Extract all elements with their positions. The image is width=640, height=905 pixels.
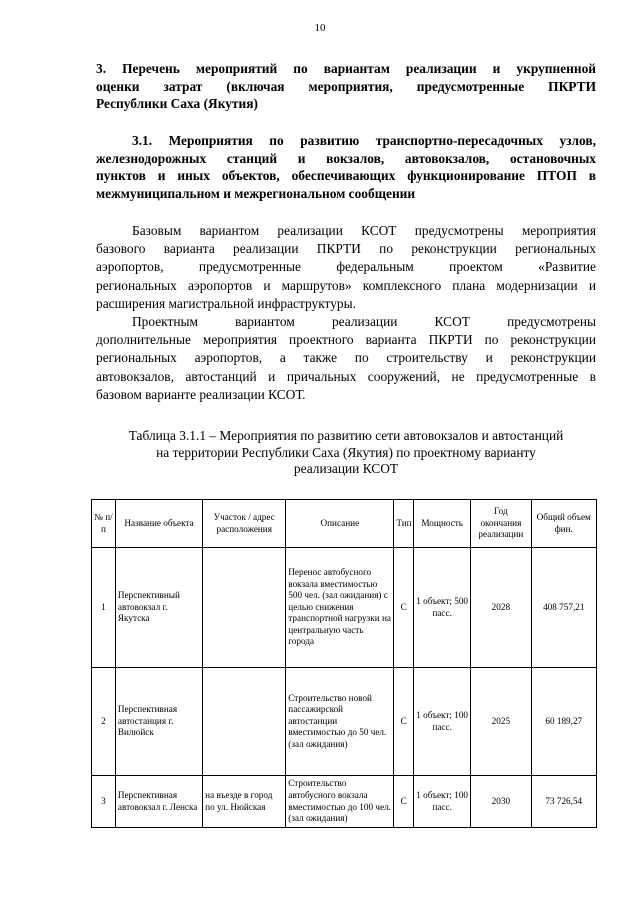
heading-line: Республики Саха (Якутия): [96, 96, 258, 112]
cell-num: 3: [92, 776, 116, 828]
heading-line: межмуниципальном и межрегиональном сообщении: [96, 185, 416, 201]
table-header-row: [92, 500, 597, 548]
cell-year: 2025: [471, 668, 531, 776]
cell-year: 2028: [471, 548, 531, 668]
heading-line: 3. Перечень мероприятий по вариантам реализации и укрупненной: [96, 61, 596, 76]
table-row: [92, 668, 597, 776]
header-year: Год окончания реализации: [471, 500, 531, 548]
bus-stations-table: [91, 499, 597, 828]
cell-name: Перспективная автовокзал г. Ленска: [115, 776, 202, 828]
paragraph-line: региональных аэропортов, а также по строительству и реконструкции: [96, 350, 596, 366]
cell-capacity: 1 объект; 100 пасс.: [414, 776, 471, 828]
caption-line: на территории Республики Саха (Якутия) по проектному варианту: [156, 444, 536, 460]
cell-amount: 73 726,54: [531, 776, 597, 828]
cell-description: Строительство новой пассажирской автостанции вместимостью до 50 чел. (зал ожидания): [286, 668, 394, 776]
caption-line: Таблица 3.1.1 – Мероприятия по развитию сети автовокзалов и автостанций: [128, 428, 564, 443]
paragraph-line: региональных аэропортов и маршрутов» комплексного плана модернизации и: [96, 277, 596, 293]
paragraph-line: дополнительные мероприятия проектного варианта ПКРТИ по реконструкции: [96, 332, 596, 348]
paragraph-line: базового варианта реализации ПКРТИ по реконструкции региональных: [96, 241, 596, 257]
section-heading: [96, 60, 596, 113]
cell-type: С: [394, 668, 414, 776]
cell-name: Перспективный автовокзал г. Якутска: [115, 548, 202, 668]
cell-location: на въезде в город по ул. Нюйская: [203, 776, 286, 828]
paragraph-line: Проектным вариантом реализации КСОТ предусмотрены: [132, 314, 596, 329]
cell-description: Перенос автобусного вокзала вместимостью 500 чел. (зал ожидания) с целью снижения транспортной нагрузки на центральную часть города: [286, 548, 394, 668]
cell-num: 2: [92, 668, 116, 776]
heading-line: оценки затрат (включая мероприятия, предусмотренные ПКРТИ: [96, 78, 596, 94]
cell-name: Перспективная автостанция г. Вилюйск: [115, 668, 202, 776]
header-amount: Общий объем фин.: [531, 500, 597, 548]
page-number: 10: [314, 22, 326, 34]
cell-type: С: [394, 548, 414, 668]
cell-year: 2030: [471, 776, 531, 828]
caption-line: реализации КСОТ: [293, 461, 399, 477]
heading-line: 3.1. Мероприятия по развитию транспортно-пересадочных узлов,: [132, 133, 596, 148]
cell-num: 1: [92, 548, 116, 668]
header-name: Название объекта: [115, 500, 202, 548]
cell-capacity: 1 объект; 100 пасс.: [414, 668, 471, 776]
paragraph-line: аэропортов, предусмотренные федеральным проектом «Развитие: [96, 259, 596, 275]
paragraph-line: расширения магистральной инфраструктуры.: [96, 295, 356, 311]
header-capacity: Мощность: [414, 500, 471, 548]
header-location: Участок / адрес расположения: [203, 500, 286, 548]
paragraph-base-variant: [96, 222, 596, 313]
table-caption: [96, 428, 596, 478]
header-type: Тип: [394, 500, 414, 548]
table-row: [92, 776, 597, 828]
paragraph-line: Базовым вариантом реализации КСОТ предусмотрены мероприятия: [132, 223, 596, 238]
header-description: Описание: [286, 500, 394, 548]
paragraph-line: базовом варианте реализации КСОТ.: [96, 386, 306, 402]
cell-amount: 408 757,21: [531, 548, 597, 668]
table-row: [92, 548, 597, 668]
heading-line: пунктов и иных объектов, обеспечивающих функционирование ПТОП в: [96, 168, 596, 184]
cell-amount: 60 189,27: [531, 668, 597, 776]
cell-description: Строительство автобусного вокзала вместимостью до 100 чел. (зал ожидания): [286, 776, 394, 828]
header-num: № п/п: [92, 500, 116, 548]
paragraph-line: автовокзалов, автостанций и причальных сооружений, не предусмотренные в: [96, 368, 596, 384]
cell-location: [203, 668, 286, 776]
subsection-heading: [96, 132, 596, 202]
cell-type: С: [394, 776, 414, 828]
cell-location: [203, 548, 286, 668]
heading-line: железнодорожных станций и вокзалов, автовокзалов, остановочных: [96, 150, 596, 166]
cell-capacity: 1 объект; 500 пасс.: [414, 548, 471, 668]
paragraph-project-variant: [96, 313, 596, 404]
